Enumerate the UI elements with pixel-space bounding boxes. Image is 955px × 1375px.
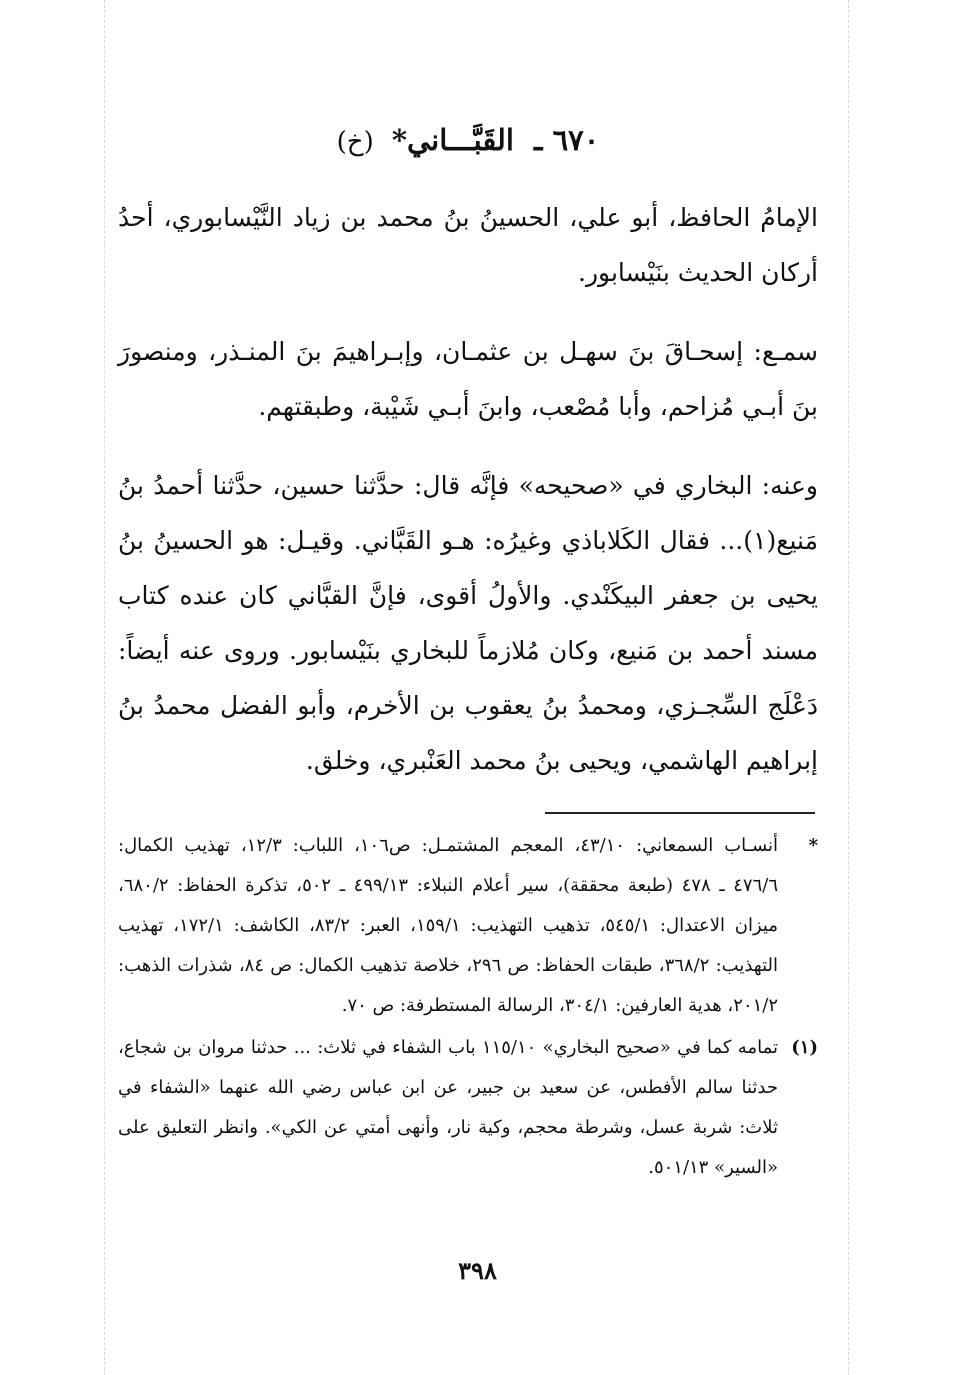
page-number: ٣٩٨ [458, 1256, 497, 1285]
footnote-mark: (١) [791, 1037, 818, 1058]
entry-name: القَبَّـــاني* [391, 123, 514, 157]
scan-guide-left [104, 0, 105, 1375]
entry-number: ٦٧٠ ـ [534, 123, 600, 157]
footnotes [118, 826, 818, 1190]
paragraph-teachers: سمـع: إسحـاقَ بنَ سهـل بن عثمـان، وإبـراهيمَ بنَ المنـذر، ومنصورَ بنَ أبـي مُزاحم، وأبا مُصْعب، وابنَ أبـي شَيْبة، وطبقتهم. [118, 337, 818, 421]
footnote-sources [118, 826, 818, 1026]
main-text [118, 118, 818, 812]
footnote-text: أنسـاب السمعاني: ٤٣/١٠، المعجم المشتمـل: ص١٠٦، اللباب: ١٢/٣، تهذيب الكمال: ٤٧٦/٦ ـ ٤٧٨ (طبعة محققة)، سير أعلام النبلاء: ٤٩٩/١٣ ـ ٥٠٢، تذكرة الحفاظ: ٦٨٠/٢، ميزان الاعتدال: ٥٤٥/١، تذهيب التهذيب: ١٥٩/١، العبر: ٨٣/٢، الكاشف: ١٧٢/١، تهذيب التهذيب: ٣٦٨/٢، طبقات الحفاظ: ص ٢٩٦، خلاصة تذهيب الكمال: ص ٨٤، شذرات الذهب: ٢٠١/٢، هدية العارفين: ٣٠٤/١، الرسالة المستطرفة: ص ٧٠. [118, 835, 779, 1016]
entry-tag: (خ) [336, 127, 374, 157]
paragraph-intro: الإمامُ الحافظ، أبو علي، الحسينُ بنُ محمد بن زياد النَّيْسابوري، أحدُ أركان الحديث بنَيْسابور. [118, 203, 818, 287]
paragraph-students: وعنه: البخاري في «صحيحه» فإنَّه قال: حدَّثنا حسين، حدَّثنا أحمدُ بنُ مَنيع(١)... فقال الكَلاباذي وغيرُه: هـو القَبَّاني. وقيـل: هو الحسينُ بنُ يحيى بن جعفر البيكَنْدي. والأولُ أقوى، فإنَّ القبَّاني كان عنده كتاب مسند أحمد بن مَنيع، وكان مُلازماً للبخاري بنَيْسابور. وروى عنه أيضاً: دَعْلَج السِّجـزي، ومحمدُ بنُ يعقوب بن الأخرم، وأبو الفضل محمدُ بنُ إبراهيم الهاشمي، ويحيى بنُ محمد العَنْبري، وخلق. [118, 471, 818, 775]
scan-guide-right [848, 0, 849, 1375]
footnote-1 [118, 1028, 818, 1188]
footnote-divider [545, 812, 815, 814]
entry-heading [118, 118, 818, 164]
footnote-mark: * [808, 835, 818, 856]
footnote-text: تمامه كما في «صحيح البخاري» ١١٥/١٠ باب الشفاء في ثلاث: ... حدثنا مروان بن شجاع، حدثنا سالم الأفطس، عن سعيد بن جبير، عن ابن عباس رضي الله عنهما «الشفاء في ثلاث: شربة عسل، وشرطة محجم، وكية نار، وأنهى أمتي عن الكي». وانظر التعليق على «السير» ٥٠١/١٣. [118, 1037, 778, 1178]
